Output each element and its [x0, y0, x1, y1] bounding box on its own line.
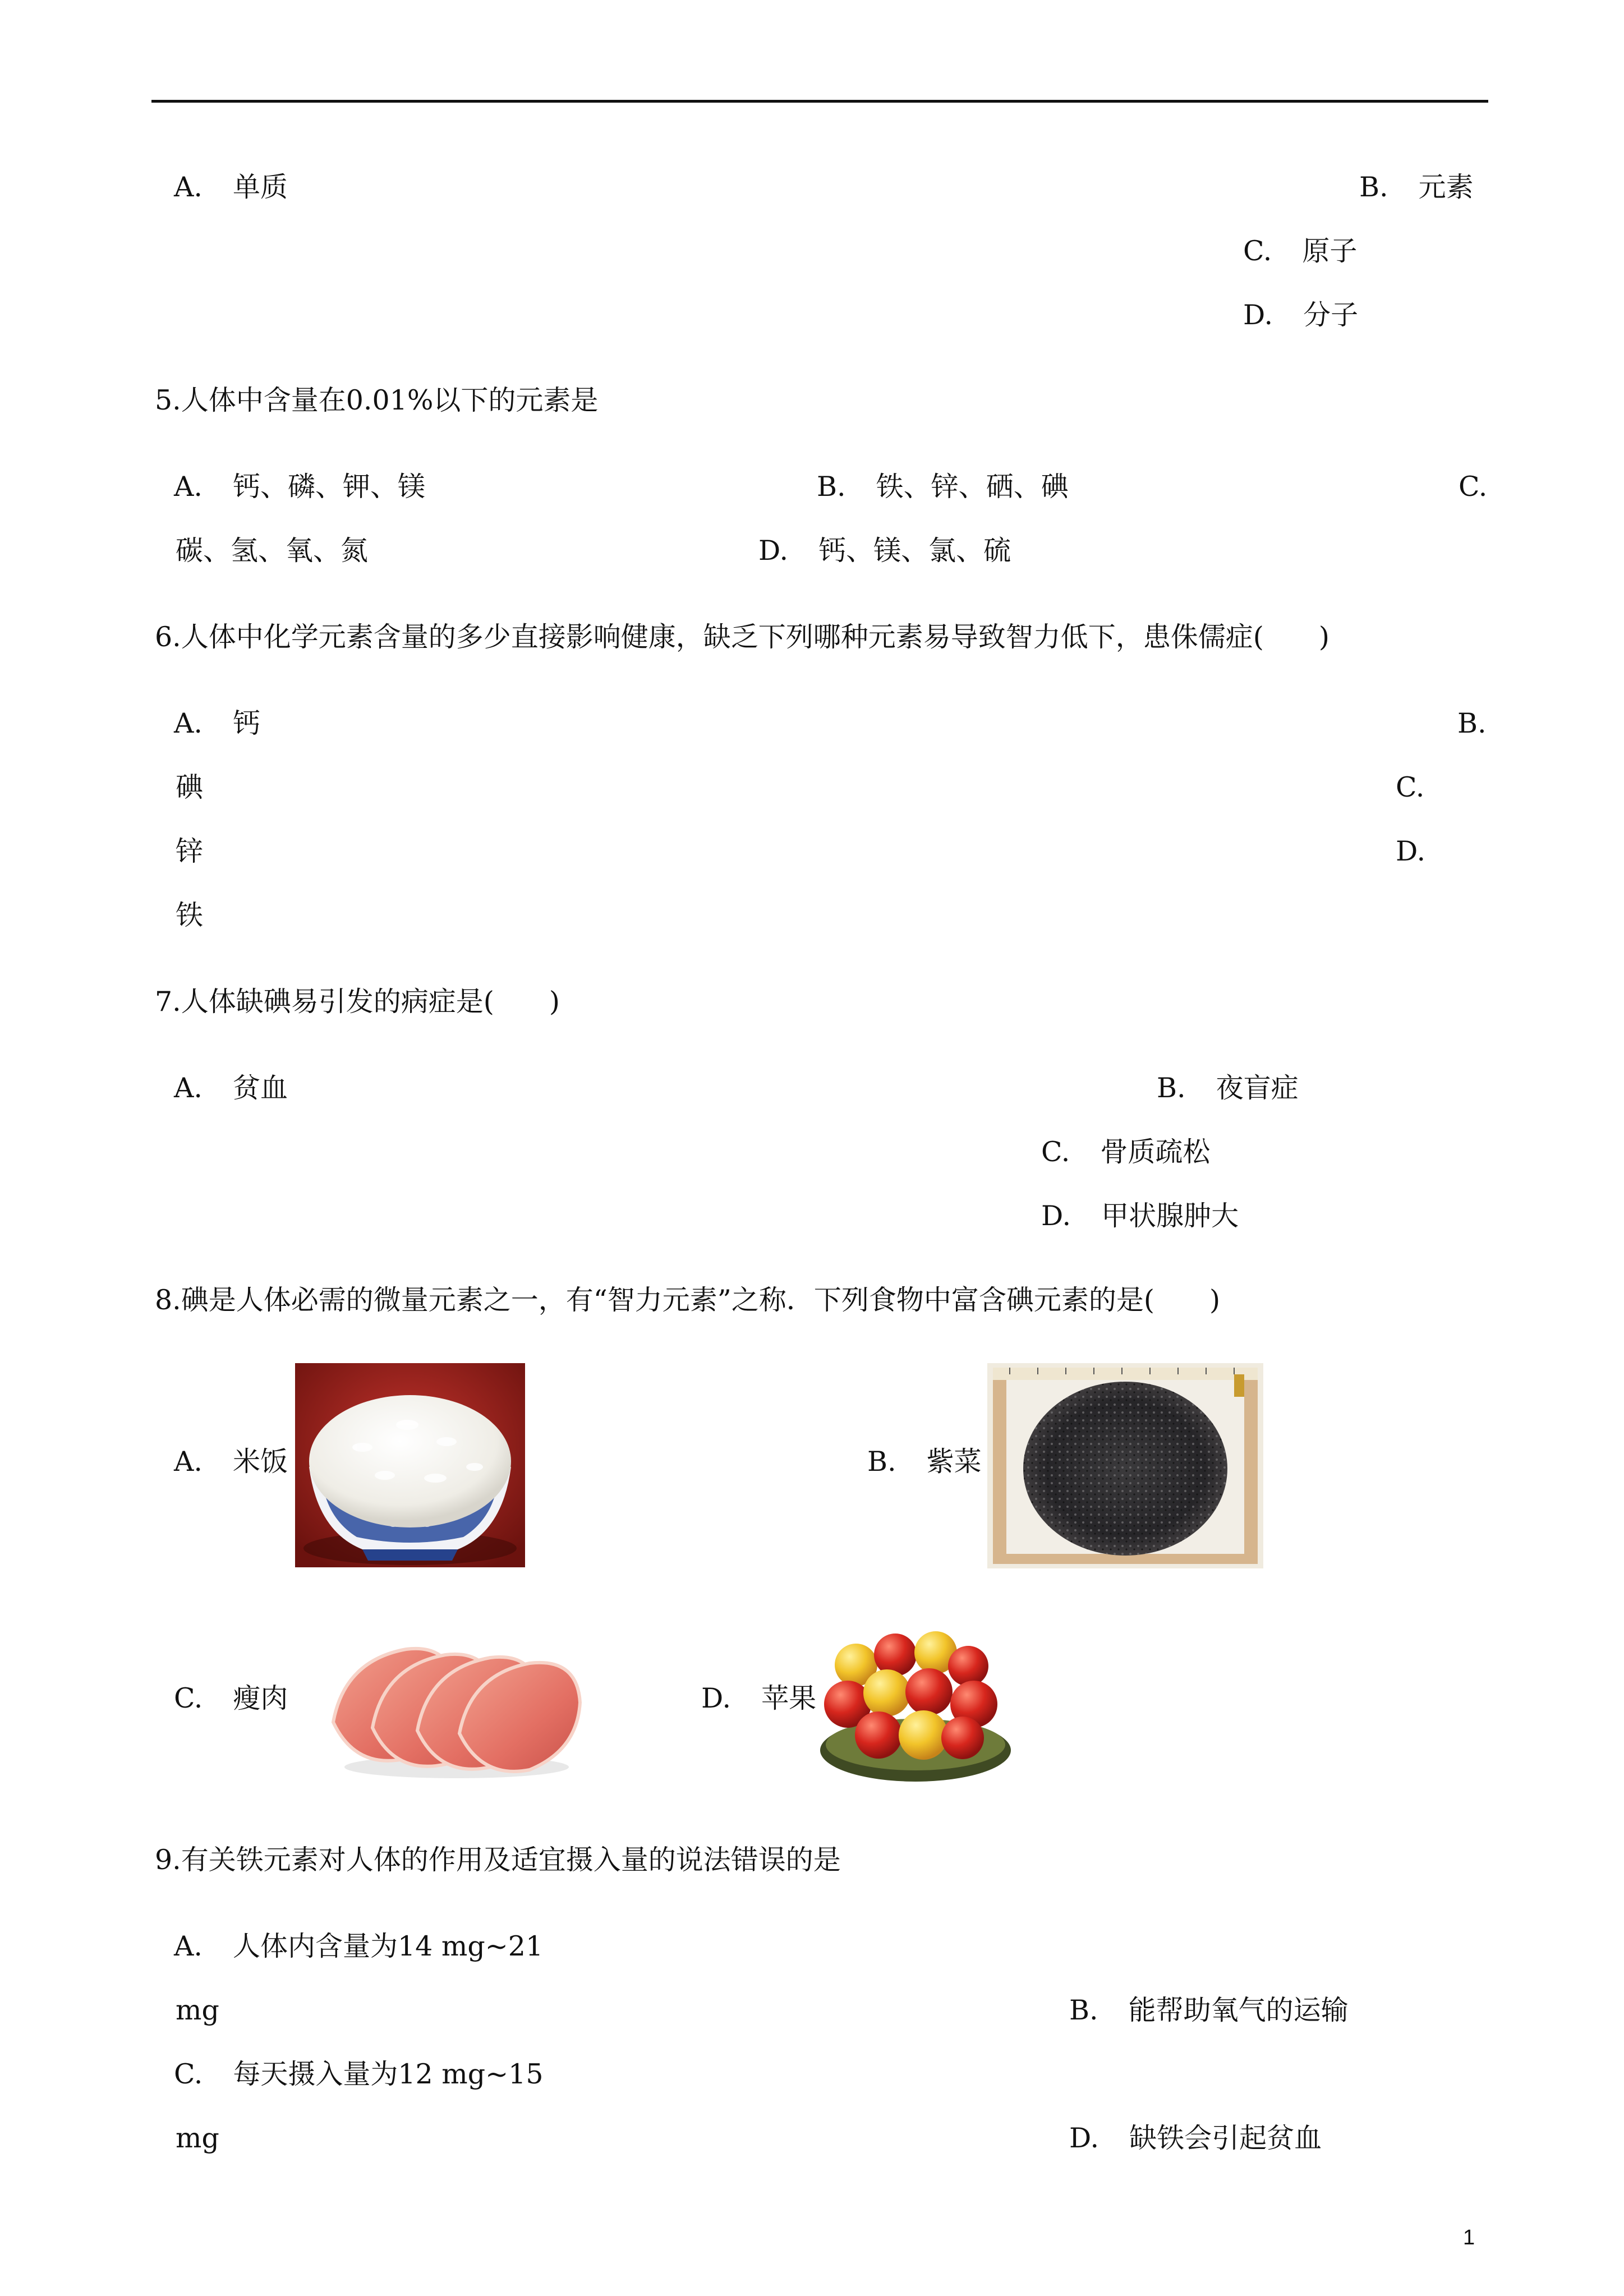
q7-option-d[interactable]: D. 甲状腺肿大	[1041, 1200, 1239, 1232]
q5-option-a[interactable]: A. 钙、磷、钾、镁	[174, 471, 425, 503]
apples-image	[817, 1626, 1014, 1785]
q8-option-d[interactable]: D. 苹果	[701, 1682, 817, 1714]
q4-option-a[interactable]: A. 单质	[174, 171, 288, 203]
q4-option-c[interactable]: C. 原子	[1243, 235, 1358, 267]
q9-option-c-unit[interactable]: mg	[176, 2122, 219, 2154]
rice-bowl-image	[295, 1363, 525, 1567]
q7-option-c[interactable]: C. 骨质疏松	[1041, 1136, 1211, 1168]
q7-option-a[interactable]: A. 贫血	[174, 1072, 288, 1104]
q7-stem: 7.人体缺碘易引发的病症是( )	[155, 986, 560, 1018]
q5-stem: 5.人体中含量在0.01%以下的元素是	[155, 384, 599, 416]
q8-option-c[interactable]: C. 瘦肉	[174, 1682, 288, 1714]
q6-option-d-letter[interactable]: D.	[1396, 835, 1426, 867]
header-rule	[151, 100, 1488, 103]
q9-stem: 9.有关铁元素对人体的作用及适宜摄入量的说法错误的是	[155, 1844, 841, 1876]
q4-option-b[interactable]: B. 元素	[1359, 171, 1474, 203]
q9-option-d[interactable]: D. 缺铁会引起贫血	[1069, 2122, 1322, 2154]
q6-stem: 6.人体中化学元素含量的多少直接影响健康，缺乏下列哪种元素易导致智力低下，患侏儒症( )	[155, 621, 1329, 653]
seaweed-image	[987, 1363, 1263, 1568]
q7-option-b[interactable]: B. 夜盲症	[1157, 1072, 1299, 1104]
q5-option-c-text[interactable]: 碳、氢、氧、氮	[176, 535, 369, 567]
q9-option-a[interactable]: A. 人体内含量为14 mg~21	[174, 1930, 544, 1962]
q8-stem: 8.碘是人体必需的微量元素之一，有“智力元素”之称．下列食物中富含碘元素的是( )	[155, 1284, 1221, 1316]
q6-option-d-text[interactable]: 铁	[176, 899, 204, 931]
q6-option-b-text[interactable]: 碘	[176, 771, 204, 803]
q8-option-a[interactable]: A. 米饭	[174, 1446, 288, 1478]
q9-option-a-unit[interactable]: mg	[176, 1994, 219, 2026]
q6-option-b-letter[interactable]: B.	[1457, 707, 1487, 739]
q9-option-c[interactable]: C. 每天摄入量为12 mg~15	[174, 2058, 544, 2090]
q6-option-c-text[interactable]: 锌	[176, 835, 204, 867]
q6-option-a[interactable]: A. 钙	[174, 707, 260, 739]
q4-option-d[interactable]: D. 分子	[1243, 299, 1359, 331]
q5-option-d[interactable]: D. 钙、镁、氯、硫	[758, 535, 1011, 567]
q8-option-b[interactable]: B. 紫菜	[867, 1446, 982, 1478]
q6-option-c-letter[interactable]: C.	[1396, 771, 1425, 803]
page-number: 1	[1463, 2226, 1475, 2249]
q9-option-b[interactable]: B. 能帮助氧气的运输	[1069, 1994, 1349, 2026]
q5-option-c-letter[interactable]: C.	[1459, 471, 1488, 503]
q5-option-b[interactable]: B. 铁、锌、硒、碘	[817, 471, 1069, 503]
lean-meat-image	[322, 1627, 586, 1783]
